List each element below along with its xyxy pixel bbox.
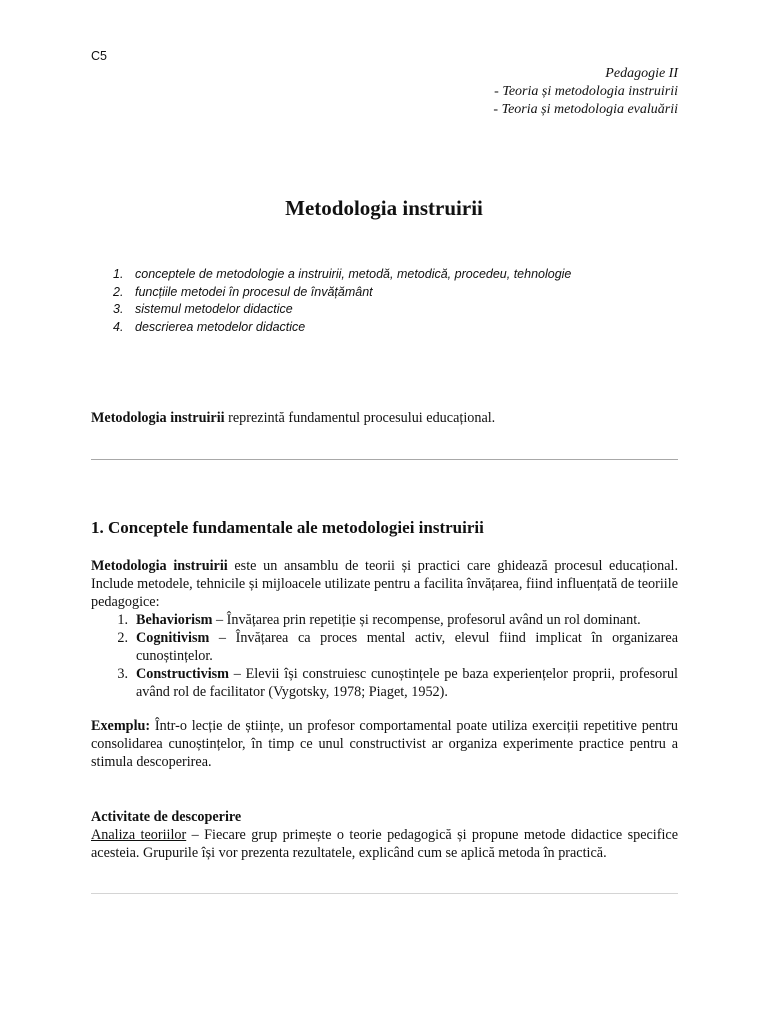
example-paragraph	[91, 717, 678, 771]
section-term: Metodologia instruirii	[91, 558, 228, 574]
theory-number: 3.	[117, 666, 128, 682]
example-text: Într-o lecție de științe, un profesor comportamental poate utiliza exerciții repetitive pentru consolidarea cunoștințelor, în timp ce unul constructivist ar organiza experimente practice pentru a stimula descoperirea.	[91, 718, 678, 770]
list-item	[91, 629, 678, 665]
toc-number: 1.	[113, 267, 124, 281]
page-title: Metodologia instruirii	[285, 196, 483, 220]
toc-text: conceptele de metodologie a instruirii, metodă, metodică, procedeu, tehnologie	[135, 267, 572, 281]
intro-text: reprezintă fundamentul procesului educațional.	[224, 410, 496, 426]
section-heading: 1. Conceptele fundamentale ale metodologiei instruirii	[91, 518, 484, 537]
theory-desc: – Elevii își construiesc cunoștințele pe baza experiențelor proprii, profesorul având rol de facilitator (Vygotsky, 1978; Piaget, 1952).	[136, 666, 678, 700]
toc-text: descrierea metodelor didactice	[135, 319, 306, 334]
toc-number: 3.	[113, 302, 124, 316]
page-code: C5	[91, 49, 107, 63]
toc-item	[113, 301, 571, 319]
activity-paragraph	[91, 826, 678, 862]
theory-number: 2.	[117, 630, 128, 646]
toc-text: sistemul metodelor didactice	[135, 302, 293, 316]
section-paragraph	[91, 557, 678, 611]
section-text: este un ansamblu de teorii și practici care ghidează procesul educațional. Include metodele, tehnicile și mijloacele utilizate pentru a facilita învățarea, fiind influențată de teoriile pedagogice:	[91, 558, 678, 610]
course-name: Pedagogie II	[605, 66, 678, 81]
list-item	[91, 665, 678, 701]
theory-name: Behaviorism	[136, 612, 213, 628]
list-item	[91, 611, 678, 629]
theory-desc: – Învățarea ca proces mental activ, elevul fiind implicat în organizarea cunoștințelor.	[136, 630, 678, 664]
theory-name: Constructivism	[136, 666, 230, 682]
divider	[91, 893, 678, 894]
intro-term: Metodologia instruirii	[91, 410, 225, 426]
course-subtitle-2: - Teoria și metodologia evaluării	[493, 102, 678, 117]
toc-number: 2.	[113, 284, 124, 299]
course-subtitle-1: - Teoria și metodologia instruirii	[494, 84, 678, 99]
toc-item	[113, 319, 571, 337]
example-label: Exemplu:	[91, 718, 151, 734]
toc-item	[113, 284, 571, 302]
table-of-contents	[113, 266, 571, 336]
theory-number: 1.	[117, 612, 128, 628]
intro-paragraph	[91, 409, 691, 427]
toc-number: 4.	[113, 319, 124, 334]
theories-list	[91, 611, 678, 701]
theory-name: Cognitivism	[136, 630, 210, 646]
course-header	[493, 65, 678, 119]
activity-label: Analiza teoriilor	[91, 827, 187, 843]
theory-desc: – Învățarea prin repetiție și recompense, profesorul având un rol dominant.	[212, 612, 641, 628]
activity-text: – Fiecare grup primește o teorie pedagogică și propune metode didactice specifice acesteia. Grupurile își vor prezenta rezultatele, explicând cum se aplică metoda în practică.	[91, 827, 678, 861]
toc-text: funcțiile metodei în procesul de învățământ	[135, 284, 373, 299]
toc-item	[113, 266, 571, 284]
divider	[91, 459, 678, 460]
activity-title: Activitate de descoperire	[91, 809, 242, 825]
